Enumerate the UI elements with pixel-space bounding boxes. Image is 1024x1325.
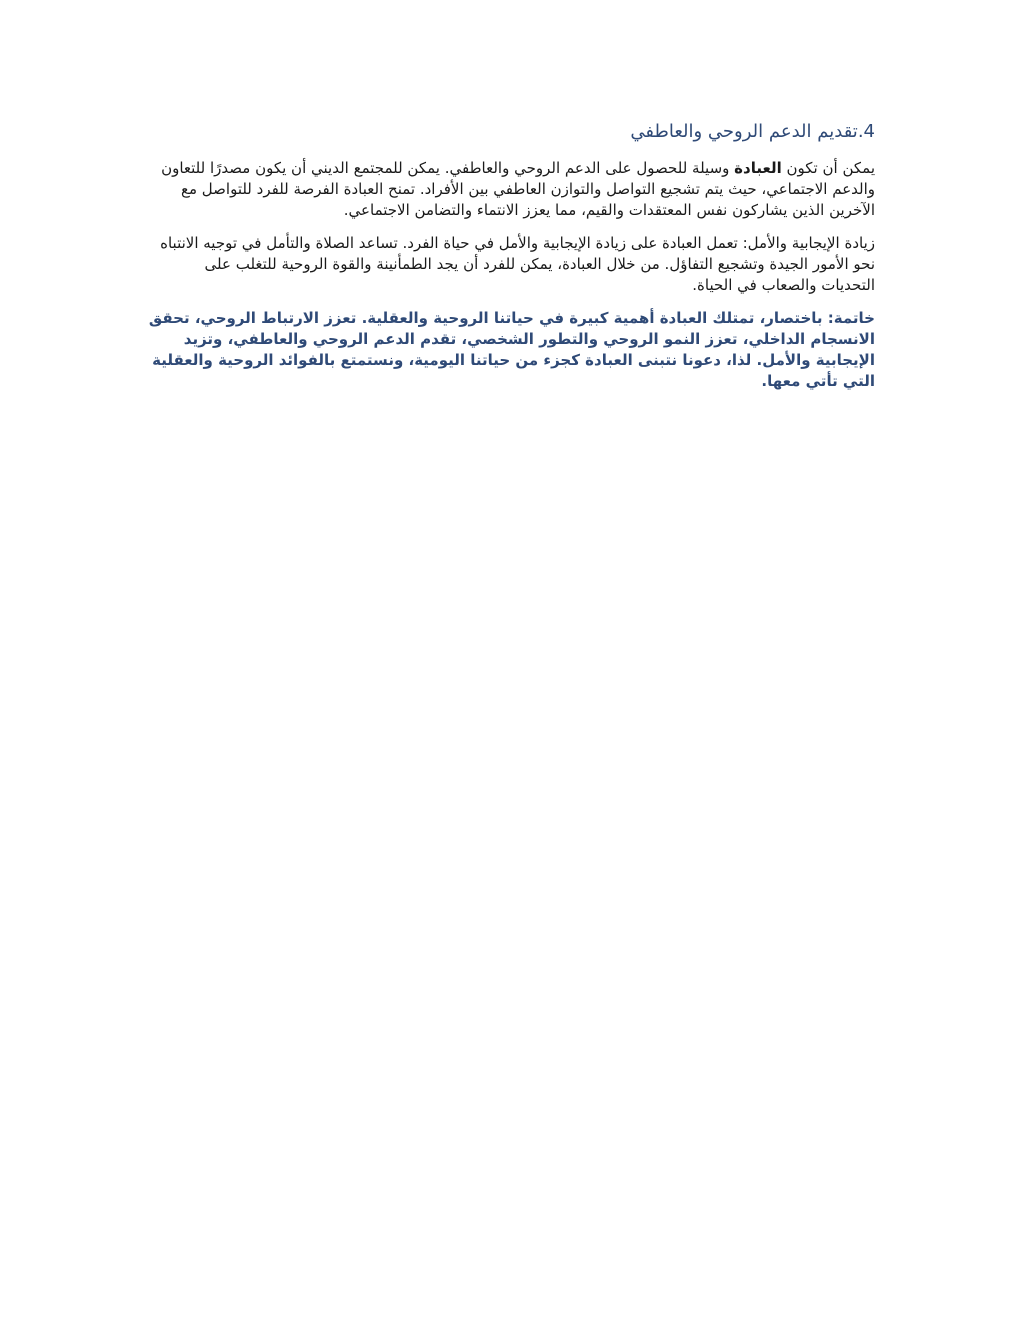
section-heading: [148, 118, 875, 146]
paragraph-1-after: وسيلة للحصول على الدعم الروحي والعاطفي. يمكن للمجتمع الديني أن يكون مصدرًا للتعاون والدعم الاجتماعي، حيث يتم تشجيع التواصل والتوازن العاطفي بين الأفراد. تمنح العبادة الفرصة للفرد للتواصل مع الآخرين الذين يشاركون نفس المعتقدات والقيم، مما يعزز الانتماء والتضامن الاجتماعي.: [161, 159, 875, 219]
paragraph-conclusion: خاتمة: باختصار، تمتلك العبادة أهمية كبيرة في حياتنا الروحية والعقلية. تعزز الارتباط الروحي، تحقق الانسجام الداخلي، تعزز النمو الروحي والتطور الشخصي، تقدم الدعم الروحي والعاطفي، وتزيد الإيجابية والأمل. لذا، دعونا نتبنى العبادة كجزء من حياتنا اليومية، ونستمتع بالفوائد الروحية والعقلية التي تأتي معها.: [148, 309, 875, 390]
paragraph-spiritual-support: [148, 158, 875, 221]
paragraph-1-before: يمكن أن تكون: [781, 159, 875, 177]
paragraph-positivity-hope: زيادة الإيجابية والأمل: تعمل العبادة على زيادة الإيجابية والأمل في حياة الفرد. تساعد الصلاة والتأمل في توجيه الانتباه نحو الأمور الجيدة وتشجيع التفاؤل. من خلال العبادة، يمكن للفرد أن يجد الطمأنينة والقوة الروحية للتغلب على التحديات والصعاب في الحياة.: [160, 234, 875, 294]
section-number: 4.: [857, 121, 875, 142]
section-title: تقديم الدعم الروحي والعاطفي: [630, 121, 858, 142]
document-page: [148, 118, 875, 392]
paragraph-1-bold-term: العبادة: [734, 159, 782, 177]
